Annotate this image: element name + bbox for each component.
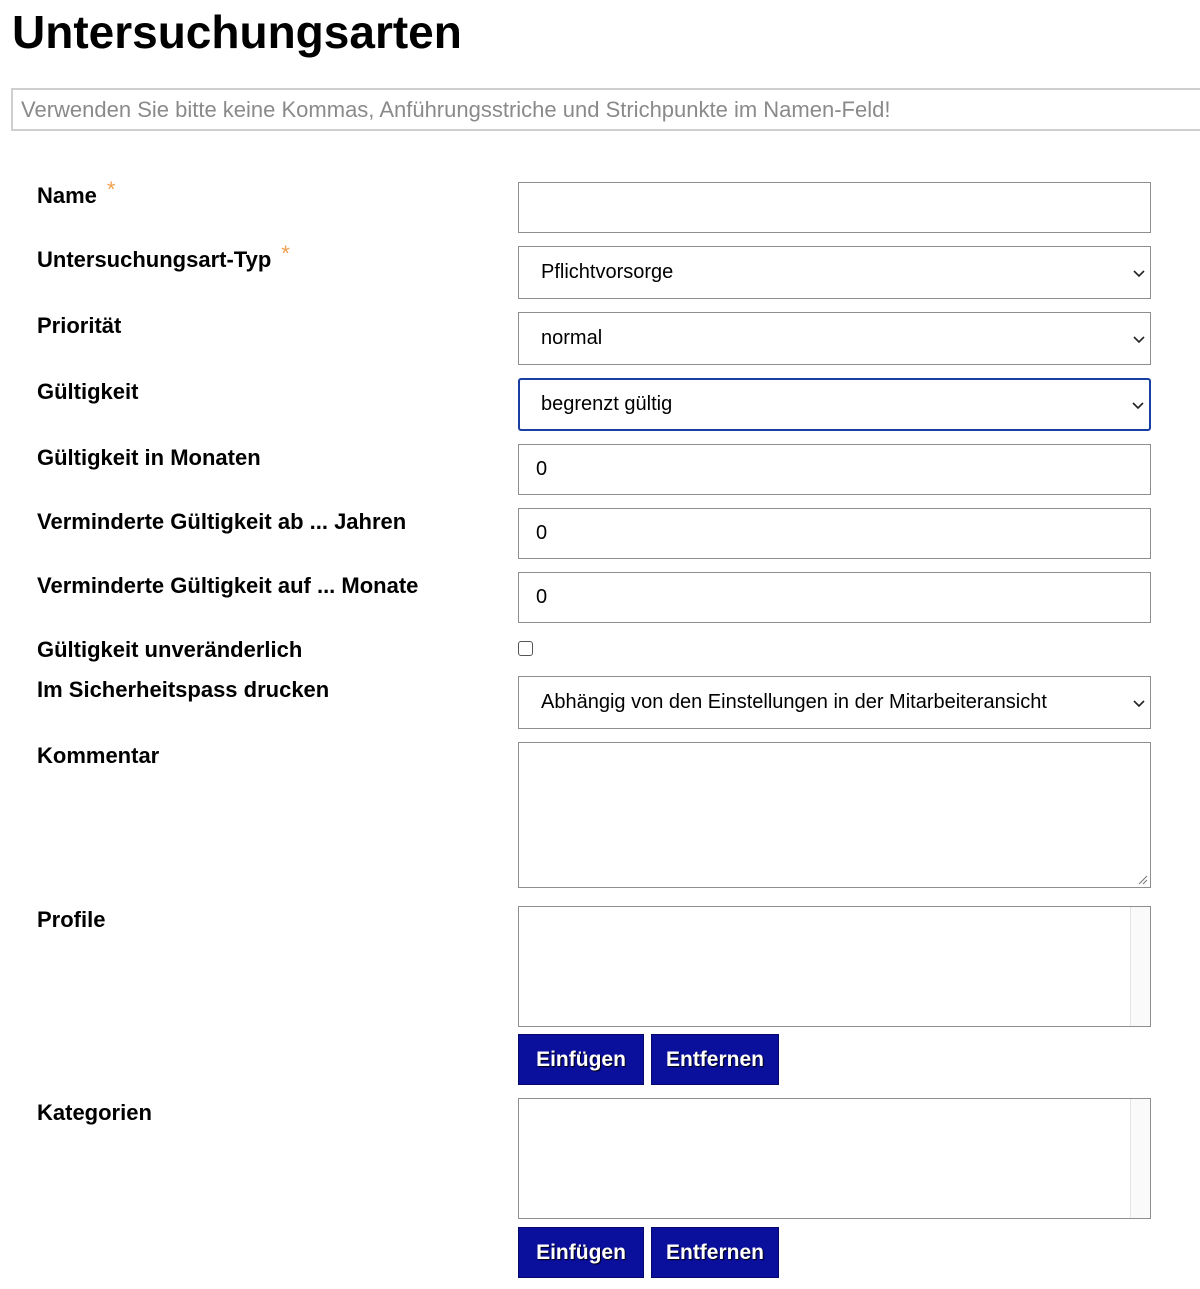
prioritaet-label: Priorität xyxy=(37,313,122,338)
chevron-down-icon xyxy=(1132,268,1146,278)
required-marker: * xyxy=(281,241,290,266)
gueltigkeit-select[interactable] xyxy=(518,378,1151,431)
chevron-down-icon xyxy=(1131,400,1145,410)
typ-selected-value: Pflichtvorsorge xyxy=(541,261,674,283)
typ-select[interactable] xyxy=(518,246,1151,299)
page-title: Untersuchungsarten xyxy=(12,6,462,58)
kategorien-label: Kategorien xyxy=(37,1100,152,1125)
gueltigkeit-monate-input[interactable]: 0 xyxy=(518,444,1151,495)
vermindert-ab-label: Verminderte Gültigkeit ab ... Jahren xyxy=(37,509,407,534)
sicherheitspass-selected-value: Abhängig von den Einstellungen in der Mitarbeiteransicht xyxy=(541,691,1047,713)
kommentar-textarea[interactable] xyxy=(518,742,1151,888)
name-input[interactable] xyxy=(518,182,1151,233)
chevron-down-icon xyxy=(1132,698,1146,708)
gueltigkeit-selected-value: begrenzt gültig xyxy=(541,393,673,415)
kategorien-remove-button[interactable]: Entfernen xyxy=(651,1227,779,1278)
sicherheitspass-label: Im Sicherheitspass drucken xyxy=(37,677,330,702)
prioritaet-select[interactable] xyxy=(518,312,1151,365)
chevron-down-icon xyxy=(1132,334,1146,344)
name-label xyxy=(37,177,116,209)
prioritaet-selected-value: normal xyxy=(541,327,603,349)
typ-label-text: Untersuchungsart-Typ xyxy=(37,247,272,272)
profile-label: Profile xyxy=(37,907,106,932)
unveraenderlich-checkbox[interactable] xyxy=(518,641,533,656)
kategorien-add-button[interactable]: Einfügen xyxy=(518,1227,644,1278)
vermindert-auf-input[interactable]: 0 xyxy=(518,572,1151,623)
kategorien-listbox[interactable] xyxy=(518,1098,1151,1219)
kommentar-label: Kommentar xyxy=(37,743,160,768)
name-field-notice: Verwenden Sie bitte keine Kommas, Anführungsstriche und Strichpunkte im Namen-Feld! xyxy=(11,88,1200,131)
name-label-text: Name xyxy=(37,183,97,208)
gueltigkeit-label: Gültigkeit xyxy=(37,379,139,404)
typ-label xyxy=(37,241,290,273)
vermindert-ab-input[interactable]: 0 xyxy=(518,508,1151,559)
vermindert-auf-label: Verminderte Gültigkeit auf ... Monate xyxy=(37,573,419,598)
profile-add-button[interactable]: Einfügen xyxy=(518,1034,644,1085)
sicherheitspass-select[interactable] xyxy=(518,676,1151,729)
resize-handle-icon[interactable] xyxy=(1138,875,1148,885)
profile-remove-button[interactable]: Entfernen xyxy=(651,1034,779,1085)
kategorien-scrollbar[interactable] xyxy=(1130,1099,1150,1218)
gueltigkeit-monate-label: Gültigkeit in Monaten xyxy=(37,445,261,470)
unveraenderlich-label: Gültigkeit unveränderlich xyxy=(37,637,303,662)
profile-scrollbar[interactable] xyxy=(1130,907,1150,1026)
required-marker: * xyxy=(106,177,116,202)
profile-listbox[interactable] xyxy=(518,906,1151,1027)
